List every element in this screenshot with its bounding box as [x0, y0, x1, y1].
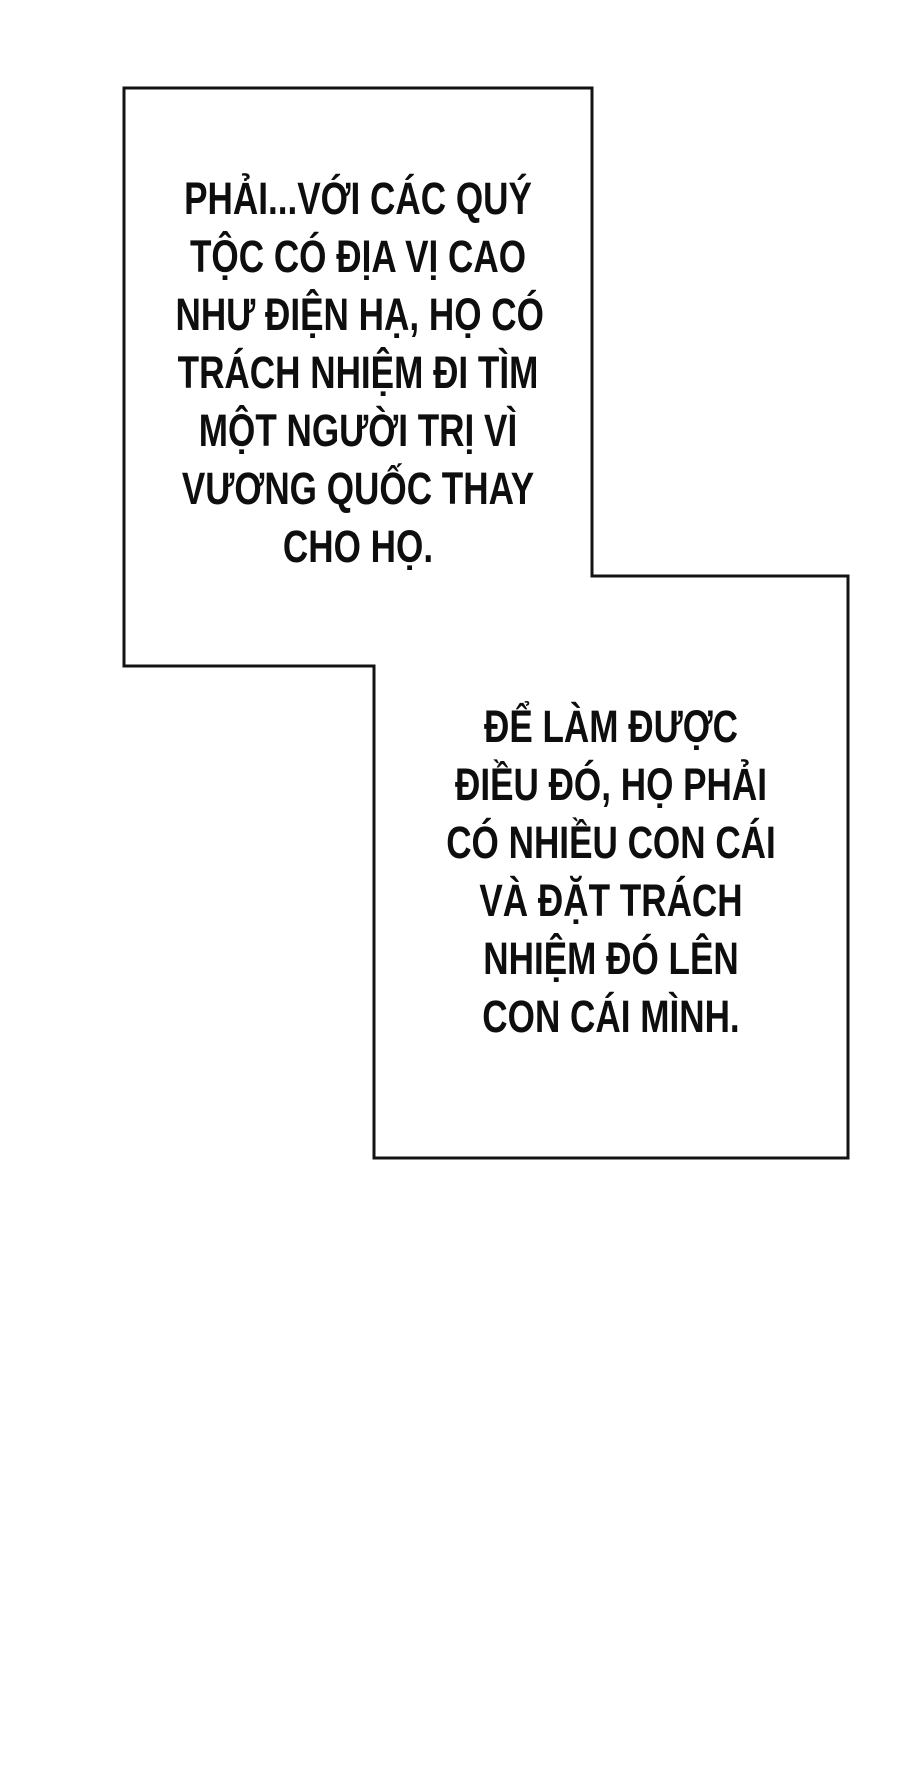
- speech-box-1-text: [175, 170, 544, 576]
- speech-line: VƯƠNG QUỐC THAY: [181, 463, 535, 514]
- speech-line: CON CÁI MÌNH.: [482, 991, 740, 1042]
- speech-line: ĐỂ LÀM ĐƯỢC: [483, 701, 739, 752]
- speech-box-1: [124, 170, 592, 576]
- speech-line: NHIỆM ĐÓ LÊN: [483, 933, 739, 984]
- speech-line: PHẢI...VỚI CÁC QUÝ: [184, 173, 532, 224]
- speech-line: TỘC CÓ ĐỊA VỊ CAO: [189, 231, 527, 282]
- speech-line: MỘT NGƯỜI TRỊ VÌ: [198, 405, 518, 456]
- speech-box-2: [374, 698, 848, 1046]
- speech-line: VÀ ĐẶT TRÁCH: [479, 875, 743, 926]
- speech-box-2-text: [426, 698, 796, 1046]
- speech-line: CHO HỌ.: [282, 521, 434, 572]
- speech-line: ĐIỀU ĐÓ, HỌ PHẢI: [454, 759, 768, 810]
- speech-line: CÓ NHIỀU CON CÁI: [446, 817, 776, 868]
- speech-line: NHƯ ĐIỆN HẠ, HỌ CÓ: [175, 289, 544, 340]
- speech-line: TRÁCH NHIỆM ĐI TÌM: [177, 347, 539, 398]
